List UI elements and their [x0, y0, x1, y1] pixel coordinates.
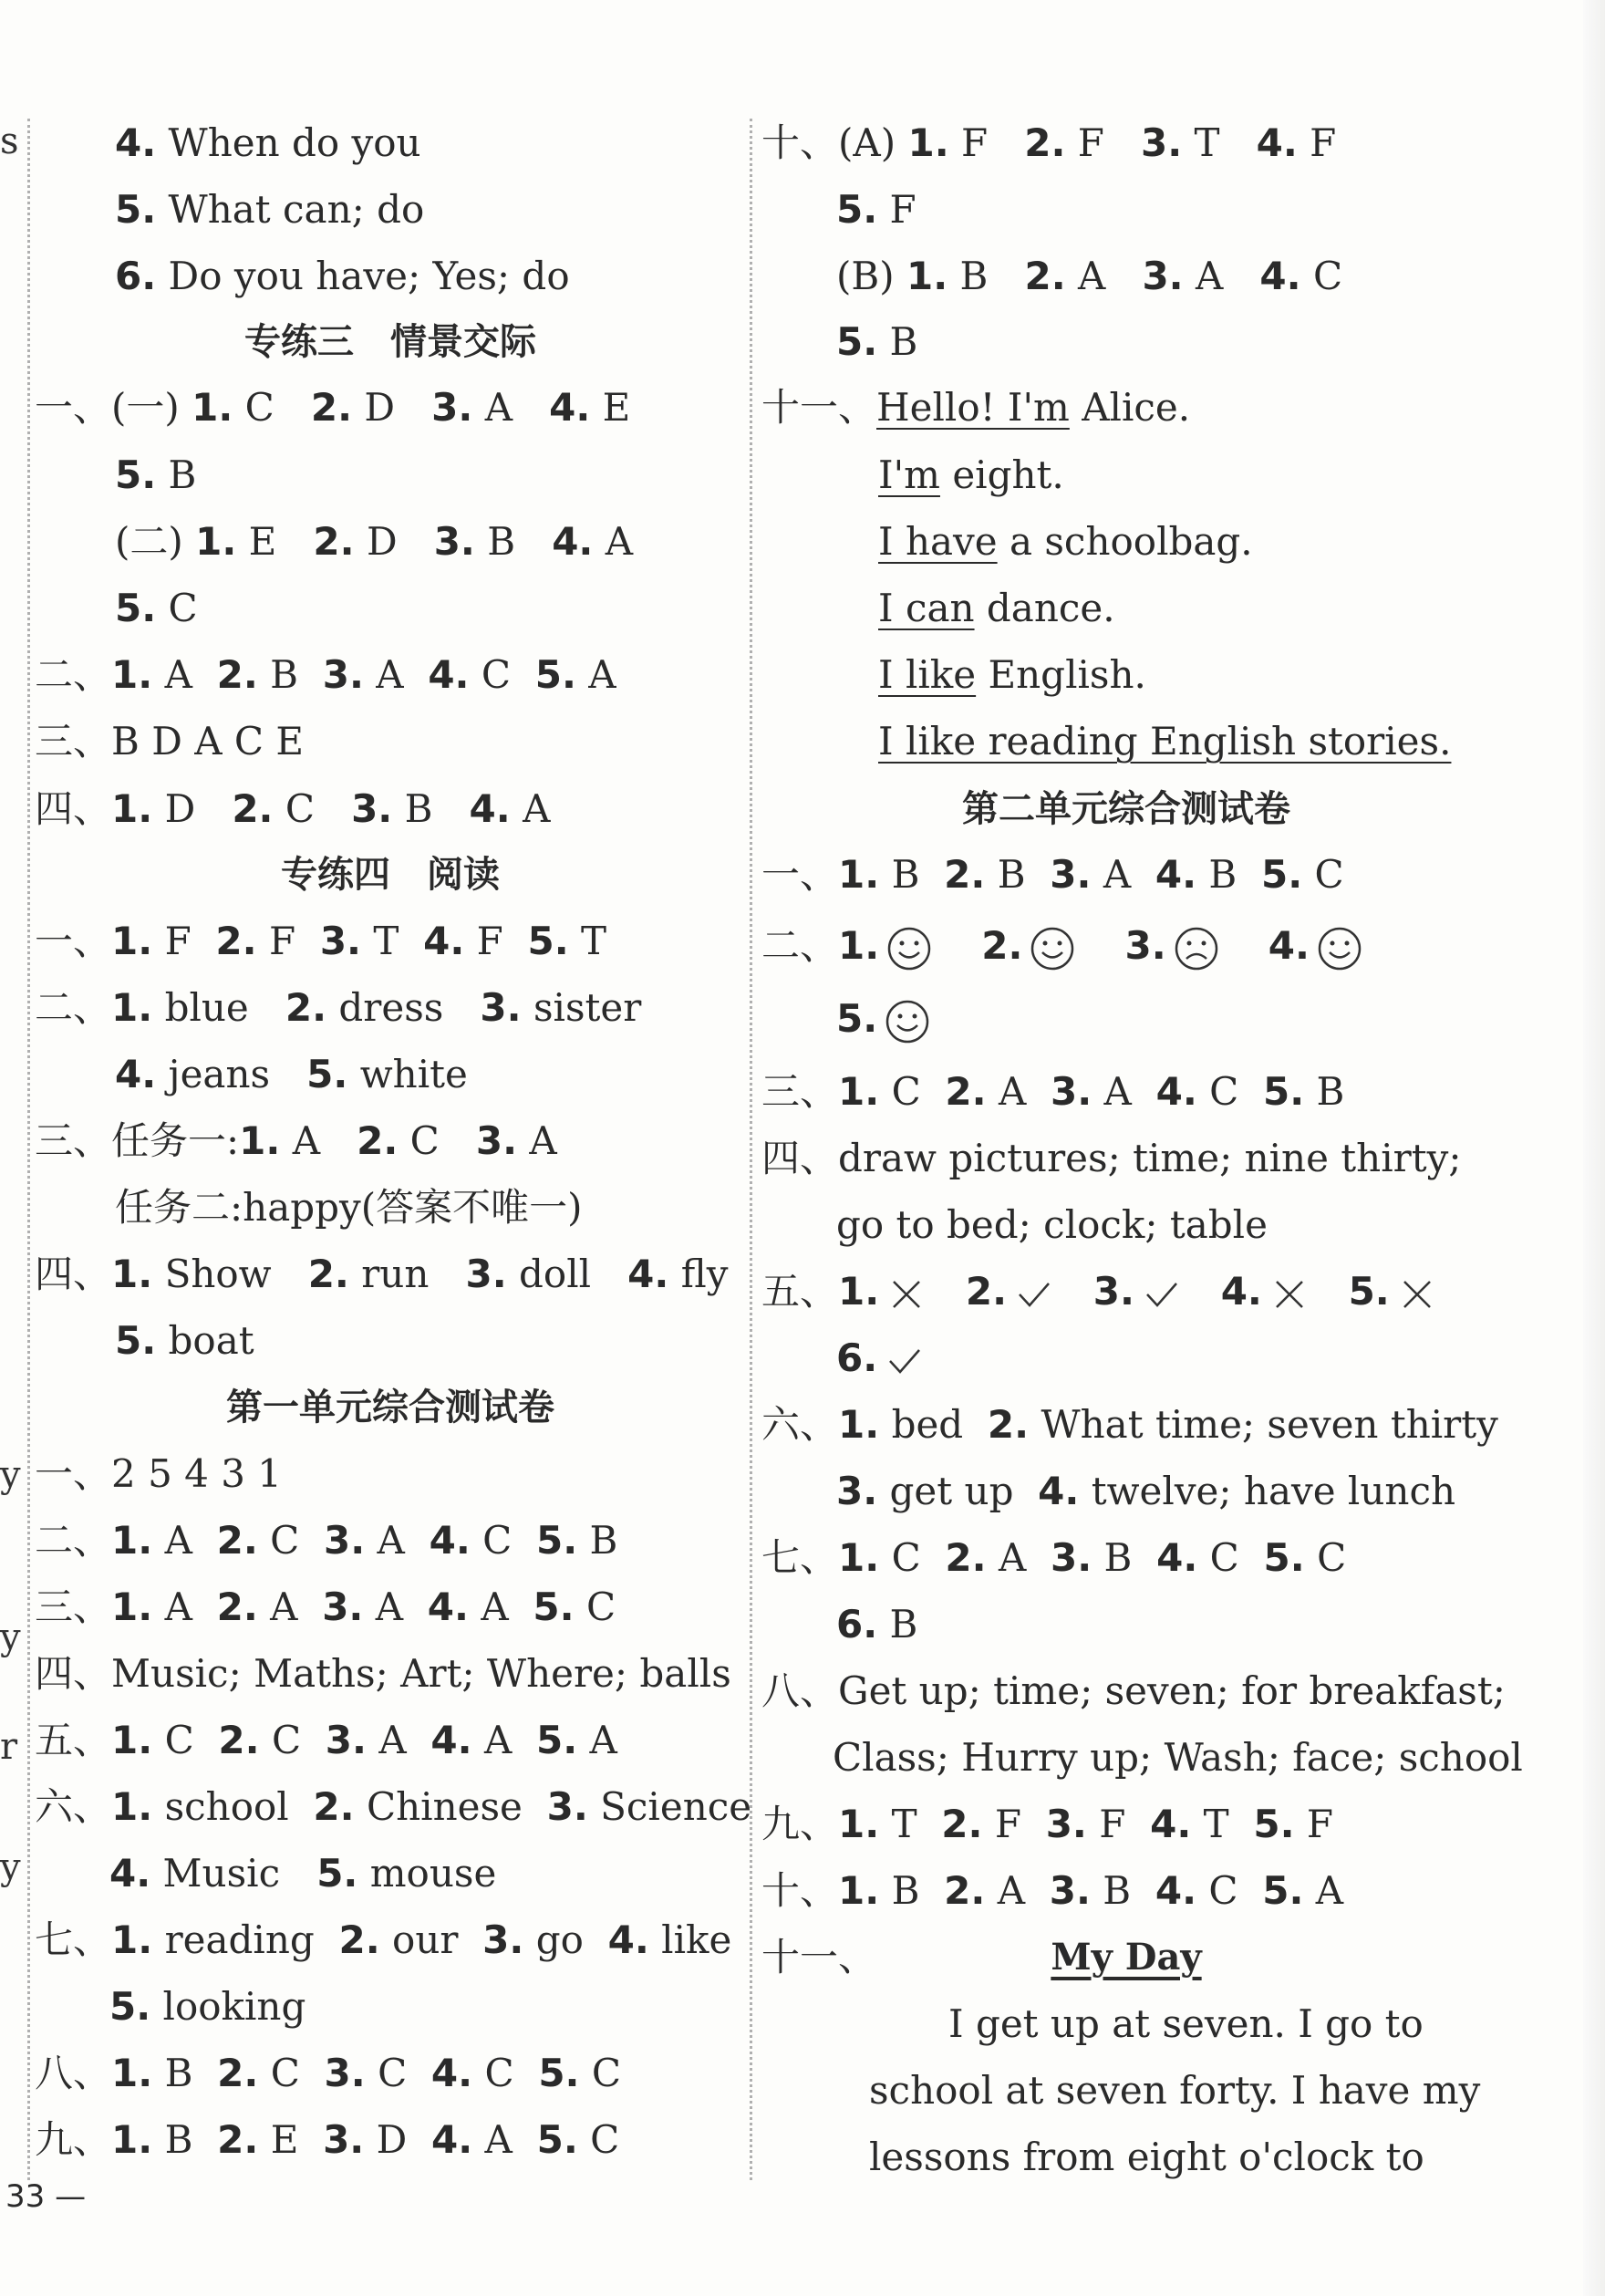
answer-line: 九、1. T 2. F 3. F 4. T 5. F — [761, 1802, 1334, 1846]
story-line: I get up at seven. I go to — [948, 2001, 1424, 2046]
section-heading: 专练三 情景交际 — [244, 321, 536, 363]
answer-line: 二、1. blue 2. dress 3. sister — [35, 985, 642, 1030]
answer-line: 八、Get up; time; seven; for breakfast; — [761, 1668, 1506, 1713]
edge-letter: y — [0, 1454, 21, 1496]
section-heading: 专练四 阅读 — [281, 854, 500, 896]
answer-line: 5. looking — [109, 1984, 306, 2029]
answer-line: 5. F — [836, 187, 916, 232]
answer-line: 五、1. C 2. C 3. A 4. A 5. A — [35, 1718, 617, 1762]
answer-line: 三、任务一:1. A 2. C 3. A — [35, 1118, 557, 1163]
answer-line: 一、(一) 1. C 2. D 3. A 4. E — [35, 385, 631, 430]
answer-line: 6. Do you have; Yes; do — [115, 254, 570, 298]
answer-line: 5. C — [115, 586, 198, 630]
answer-line: 二、1. A 2. B 3. A 4. C 5. A — [35, 652, 616, 697]
answer-line: 八、1. B 2. C 3. C 4. C 5. C — [35, 2051, 621, 2095]
answer-line: 4. jeans 5. white — [115, 1052, 468, 1096]
answer-line: 一、1. F 2. F 3. T 4. F 5. T — [35, 919, 607, 963]
answer-line: I can dance. — [878, 586, 1115, 630]
section-heading: 第一单元综合测试卷 — [226, 1387, 554, 1429]
answer-line: 5. B — [836, 319, 918, 364]
answer-line: Class; Hurry up; Wash; face; school — [833, 1735, 1523, 1780]
answer-line: 七、1. reading 2. our 3. go 4. like — [35, 1917, 732, 1962]
answer-line: 六、1. school 2. Chinese 3. Science — [35, 1784, 752, 1829]
story-line: school at seven forty. I have my — [869, 2068, 1481, 2113]
answer-line: 4. When do you — [115, 120, 421, 165]
smiley-sad-icon — [1174, 926, 1219, 971]
answer-line: 四、Music; Maths; Art; Where; balls — [35, 1651, 731, 1696]
answer-line: 4. Music 5. mouse — [109, 1851, 497, 1896]
section-heading: 第二单元综合测试卷 — [962, 788, 1290, 830]
answer-line: 九、1. B 2. E 3. D 4. A 5. C — [35, 2117, 620, 2162]
check-icon — [1014, 1274, 1054, 1314]
cross-icon — [1397, 1274, 1437, 1314]
answer-line: 一、1. B 2. B 3. A 4. B 5. C — [761, 852, 1344, 897]
column-divider-left — [27, 119, 30, 2180]
answer-line: 3. get up 4. twelve; have lunch — [836, 1469, 1456, 1513]
answer-line: 三、1. C 2. A 3. A 4. C 5. B — [761, 1069, 1345, 1114]
story-title: My Day — [1051, 1936, 1202, 1979]
answer-line: 6. — [836, 1334, 939, 1383]
answer-line: 5. — [836, 994, 943, 1044]
answer-line: 任务二:happy(答案不唯一) — [115, 1185, 583, 1230]
answer-line: 三、1. A 2. A 3. A 4. A 5. C — [35, 1584, 616, 1629]
cross-icon — [1269, 1274, 1310, 1314]
answer-line: I'm eight. — [878, 452, 1064, 497]
answer-line: I like English. — [878, 652, 1146, 697]
answer-line: (二) 1. E 2. D 3. B 4. A — [115, 519, 634, 564]
smiley-happy-icon — [1317, 926, 1362, 971]
answer-line: I like reading English stories. — [878, 719, 1452, 764]
answer-line: 二、1. A 2. C 3. A 4. C 5. B — [35, 1518, 618, 1563]
answer-line: 四、1. Show 2. run 3. doll 4. fly — [35, 1252, 729, 1296]
answer-line: 5. B — [115, 452, 197, 497]
story-line: lessons from eight o'clock to — [869, 2135, 1424, 2179]
answer-line: 十、1. B 2. A 3. B 4. C 5. A — [761, 1868, 1344, 1913]
answer-line: (B) 1. B 2. A 3. A 4. C — [836, 254, 1343, 298]
answer-line: 六、1. bed 2. What time; seven thirty — [761, 1402, 1498, 1447]
answer-line: 四、1. D 2. C 3. B 4. A — [35, 786, 551, 831]
answer-line: 七、1. C 2. A 3. B 4. C 5. C — [761, 1535, 1347, 1580]
answer-line: 五、1. 2. 3. 4. 5. — [761, 1267, 1452, 1316]
answer-line: 四、draw pictures; time; nine thirty; — [761, 1136, 1462, 1180]
answer-line: 十、(A) 1. F 2. F 3. T 4. F — [761, 120, 1337, 165]
answer-line: 5. What can; do — [115, 187, 425, 232]
column-divider-middle — [750, 119, 752, 2180]
smiley-happy-icon — [886, 926, 932, 971]
answer-line: 三、B D A C E — [35, 719, 305, 764]
answer-line: go to bed; clock; table — [836, 1202, 1268, 1247]
answer-line: 十一、Hello! I'm Alice. — [761, 385, 1191, 430]
edge-letter: s — [0, 120, 19, 162]
page-number: 33 — — [5, 2178, 87, 2215]
edge-letter: r — [0, 1726, 18, 1768]
answer-line: 一、2 5 4 3 1 — [35, 1451, 283, 1496]
answer-line: I have a schoolbag. — [878, 519, 1253, 564]
answer-line: 6. B — [836, 1602, 918, 1647]
answer-line: 二、1. 2. 3. 4. — [761, 921, 1375, 971]
cross-icon — [886, 1274, 927, 1314]
check-icon — [1142, 1274, 1182, 1314]
check-icon — [885, 1341, 925, 1381]
answer-line: 十一、 — [761, 1935, 877, 1979]
answer-line: 5. boat — [115, 1318, 254, 1363]
edge-letter: y — [0, 1616, 21, 1658]
smiley-happy-icon — [885, 999, 930, 1044]
page-edge-shadow — [1583, 0, 1605, 2296]
smiley-happy-icon — [1030, 926, 1075, 971]
edge-letter: y — [0, 1846, 21, 1888]
